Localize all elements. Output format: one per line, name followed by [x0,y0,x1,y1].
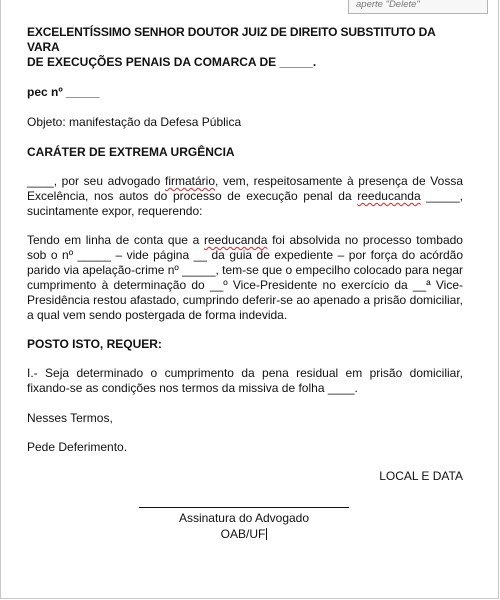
paragraph-facts [27,233,463,323]
para1-text-2: , vem, respeitosamente à presença de Vossa Excelência, nos autos do processo de execução penal da [27,174,463,203]
signature-block [130,510,358,542]
paragraph-intro [27,174,463,219]
para1-text-1: ____, por seu advogado [27,174,165,188]
heading-line-1: EXCELENTÍSSIMO SENHOR DOUTOR JUIZ DE DIREITO SUBSTITUTO DA VARA [27,25,436,54]
objeto-line: Objeto: manifestação da Defesa Pública [27,115,242,129]
signature-oab-text: OAB/UF [220,527,266,541]
signature-oab[interactable] [130,526,358,542]
document-body[interactable] [27,25,463,484]
spelling-flag-reeducanda-2: reeducanda [204,233,268,247]
spelling-flag-reeducanda: reeducanda [357,189,421,203]
closing-pede-deferimento: Pede Deferimento. [27,440,128,454]
text-cursor [266,528,267,540]
para2-text-1: Tendo em linha de conta que a [27,233,204,247]
closing-nesses-termos: Nesses Termos, [27,411,113,425]
para2-text-2: foi absolvida no processo tombado sob o nº _____ – vide página __ da guia de expediente – por força do acórdão parido via apelação-crime nº _____, tem-se que o empecilho colocado para negar cumprimento à determinação do __º Vice-Presidente no exercício da __ª Vice-Presidência restou afastado, cumprindo deferir-se ao apenado a prisão domiciliar, a qual vem sendo postergada de forma indevida. [27,233,463,322]
urgency-heading: CARÁTER DE EXTREMA URGÊNCIA [27,145,235,159]
para1-text-3: _____, sucintamente expor, requerendo: [27,189,463,218]
signature-name: Assinatura do Advogado [178,511,310,525]
pec-number: pec nº _____ [27,85,100,99]
local-date: LOCAL E DATA [379,469,463,483]
signature-line [139,507,349,508]
tooltip-text: aperte "Delete" [356,0,420,10]
requests-heading: POSTO ISTO, REQUER: [27,337,162,351]
request-item-1: I.- Seja determinado o cumprimento da pena residual em prisão domiciliar, fixando-se as condições nos termos da missiva de folha ____. [27,366,463,395]
heading-line-2: DE EXECUÇÕES PENAIS DA COMARCA DE _____. [27,55,317,69]
spelling-flag-firmatario: firmatário [165,174,216,188]
tooltip [348,0,488,14]
